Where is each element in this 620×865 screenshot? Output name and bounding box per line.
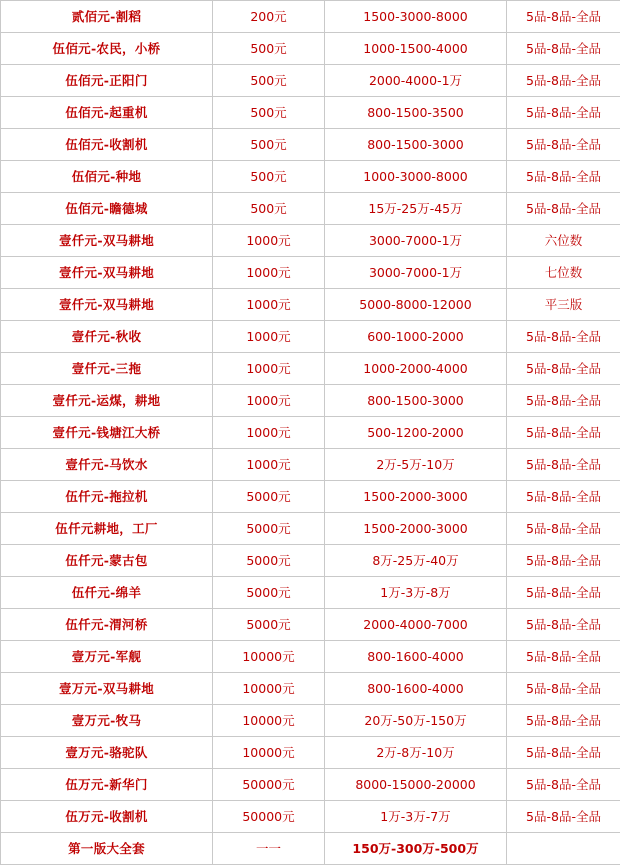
cell-grade: 5品-8品-全品 [507, 385, 620, 417]
price-table-body [1, 1, 620, 865]
cell-name: 壹仟元-三拖 [1, 353, 213, 385]
table-row [1, 321, 620, 353]
table-row [1, 289, 620, 321]
cell-amount: 5000元 [213, 545, 325, 577]
cell-name: 伍仟元-蒙古包 [1, 545, 213, 577]
cell-amount: 1000元 [213, 417, 325, 449]
table-row [1, 417, 620, 449]
cell-name: 壹仟元-秋收 [1, 321, 213, 353]
cell-grade: 5品-8品-全品 [507, 801, 620, 833]
cell-grade: 5品-8品-全品 [507, 737, 620, 769]
cell-amount: 50000元 [213, 801, 325, 833]
cell-name: 伍佰元-瞻德城 [1, 193, 213, 225]
cell-name: 壹仟元-双马耕地 [1, 257, 213, 289]
cell-amount: 10000元 [213, 673, 325, 705]
cell-price-range: 3000-7000-1万 [325, 257, 507, 289]
cell-price-range: 3000-7000-1万 [325, 225, 507, 257]
cell-grade: 5品-8品-全品 [507, 673, 620, 705]
cell-price-range: 2万-5万-10万 [325, 449, 507, 481]
cell-grade: 平三版 [507, 289, 620, 321]
cell-amount: 1000元 [213, 385, 325, 417]
cell-price-range: 800-1500-3000 [325, 129, 507, 161]
cell-grade: 七位数 [507, 257, 620, 289]
cell-name: 伍仟元-拖拉机 [1, 481, 213, 513]
cell-price-range: 2000-4000-1万 [325, 65, 507, 97]
cell-amount: 1000元 [213, 449, 325, 481]
table-row [1, 609, 620, 641]
table-row [1, 225, 620, 257]
cell-price-range: 500-1200-2000 [325, 417, 507, 449]
cell-price-range: 1万-3万-7万 [325, 801, 507, 833]
cell-amount: 500元 [213, 65, 325, 97]
cell-name: 伍佰元-正阳门 [1, 65, 213, 97]
cell-grade: 5品-8品-全品 [507, 513, 620, 545]
table-row [1, 545, 620, 577]
cell-price-range: 800-1500-3500 [325, 97, 507, 129]
cell-grade: 5品-8品-全品 [507, 705, 620, 737]
table-row [1, 353, 620, 385]
cell-amount: 1000元 [213, 353, 325, 385]
cell-grade: 5品-8品-全品 [507, 193, 620, 225]
cell-grade: 5品-8品-全品 [507, 417, 620, 449]
table-row [1, 33, 620, 65]
cell-amount: 1000元 [213, 289, 325, 321]
table-row [1, 705, 620, 737]
cell-name: 壹万元-骆驼队 [1, 737, 213, 769]
cell-name: 壹仟元-马饮水 [1, 449, 213, 481]
cell-amount: 200元 [213, 1, 325, 33]
cell-name: 壹仟元-双马耕地 [1, 289, 213, 321]
table-row [1, 193, 620, 225]
cell-amount: 一一 [213, 833, 325, 865]
cell-grade: 5品-8品-全品 [507, 161, 620, 193]
cell-name: 伍万元-新华门 [1, 769, 213, 801]
table-row [1, 481, 620, 513]
table-row [1, 641, 620, 673]
table-row [1, 1, 620, 33]
cell-grade: 5品-8品-全品 [507, 481, 620, 513]
table-row [1, 65, 620, 97]
cell-amount: 5000元 [213, 513, 325, 545]
cell-amount: 10000元 [213, 641, 325, 673]
table-row [1, 769, 620, 801]
table-row [1, 385, 620, 417]
cell-price-range: 1000-1500-4000 [325, 33, 507, 65]
cell-grade: 5品-8品-全品 [507, 65, 620, 97]
cell-name: 贰佰元-割稻 [1, 1, 213, 33]
cell-grade: 5品-8品-全品 [507, 321, 620, 353]
cell-amount: 5000元 [213, 577, 325, 609]
cell-price-range: 1500-2000-3000 [325, 481, 507, 513]
cell-name: 伍仟元-渭河桥 [1, 609, 213, 641]
cell-grade: 5品-8品-全品 [507, 33, 620, 65]
cell-price-range: 8万-25万-40万 [325, 545, 507, 577]
cell-price-range: 1万-3万-8万 [325, 577, 507, 609]
cell-price-range: 600-1000-2000 [325, 321, 507, 353]
cell-grade: 5品-8品-全品 [507, 609, 620, 641]
cell-amount: 1000元 [213, 257, 325, 289]
cell-name: 壹仟元-运煤，耕地 [1, 385, 213, 417]
table-row [1, 673, 620, 705]
cell-name: 壹万元-牧马 [1, 705, 213, 737]
cell-grade: 5品-8品-全品 [507, 577, 620, 609]
cell-price-range: 20万-50万-150万 [325, 705, 507, 737]
cell-grade: 5品-8品-全品 [507, 97, 620, 129]
table-row [1, 801, 620, 833]
cell-amount: 1000元 [213, 225, 325, 257]
cell-grade: 5品-8品-全品 [507, 769, 620, 801]
cell-name: 伍仟元-绵羊 [1, 577, 213, 609]
cell-price-range: 5000-8000-12000 [325, 289, 507, 321]
table-row [1, 577, 620, 609]
cell-name: 壹万元-军舰 [1, 641, 213, 673]
table-row [1, 129, 620, 161]
cell-amount: 50000元 [213, 769, 325, 801]
table-row [1, 97, 620, 129]
cell-price-range: 1500-3000-8000 [325, 1, 507, 33]
cell-name: 壹万元-双马耕地 [1, 673, 213, 705]
cell-grade: 六位数 [507, 225, 620, 257]
cell-grade: 5品-8品-全品 [507, 641, 620, 673]
cell-amount: 10000元 [213, 705, 325, 737]
cell-name: 伍佰元-农民，小桥 [1, 33, 213, 65]
cell-price-range: 8000-15000-20000 [325, 769, 507, 801]
table-row [1, 833, 620, 865]
cell-name: 伍佰元-收割机 [1, 129, 213, 161]
cell-grade: 5品-8品-全品 [507, 129, 620, 161]
cell-name: 壹仟元-双马耕地 [1, 225, 213, 257]
cell-amount: 500元 [213, 129, 325, 161]
cell-name: 伍佰元-种地 [1, 161, 213, 193]
cell-price-range: 2000-4000-7000 [325, 609, 507, 641]
cell-price-range: 15万-25万-45万 [325, 193, 507, 225]
cell-amount: 500元 [213, 33, 325, 65]
cell-grade: 5品-8品-全品 [507, 353, 620, 385]
cell-price-range: 1000-2000-4000 [325, 353, 507, 385]
cell-amount: 5000元 [213, 609, 325, 641]
cell-price-range: 150万-300万-500万 [325, 833, 507, 865]
cell-grade: 5品-8品-全品 [507, 545, 620, 577]
cell-price-range: 800-1600-4000 [325, 641, 507, 673]
cell-name: 第一版大全套 [1, 833, 213, 865]
cell-price-range: 800-1500-3000 [325, 385, 507, 417]
table-row [1, 257, 620, 289]
cell-amount: 500元 [213, 193, 325, 225]
cell-name: 伍万元-收割机 [1, 801, 213, 833]
cell-price-range: 2万-8万-10万 [325, 737, 507, 769]
cell-name: 壹仟元-钱塘江大桥 [1, 417, 213, 449]
cell-amount: 500元 [213, 97, 325, 129]
cell-price-range: 800-1600-4000 [325, 673, 507, 705]
table-row [1, 513, 620, 545]
cell-grade: 5品-8品-全品 [507, 449, 620, 481]
cell-price-range: 1000-3000-8000 [325, 161, 507, 193]
cell-name: 伍仟元耕地，工厂 [1, 513, 213, 545]
cell-amount: 10000元 [213, 737, 325, 769]
cell-name: 伍佰元-起重机 [1, 97, 213, 129]
cell-price-range: 1500-2000-3000 [325, 513, 507, 545]
table-row [1, 449, 620, 481]
cell-amount: 500元 [213, 161, 325, 193]
table-row [1, 161, 620, 193]
table-row [1, 737, 620, 769]
cell-amount: 5000元 [213, 481, 325, 513]
cell-grade [507, 833, 620, 865]
cell-grade: 5品-8品-全品 [507, 1, 620, 33]
cell-amount: 1000元 [213, 321, 325, 353]
